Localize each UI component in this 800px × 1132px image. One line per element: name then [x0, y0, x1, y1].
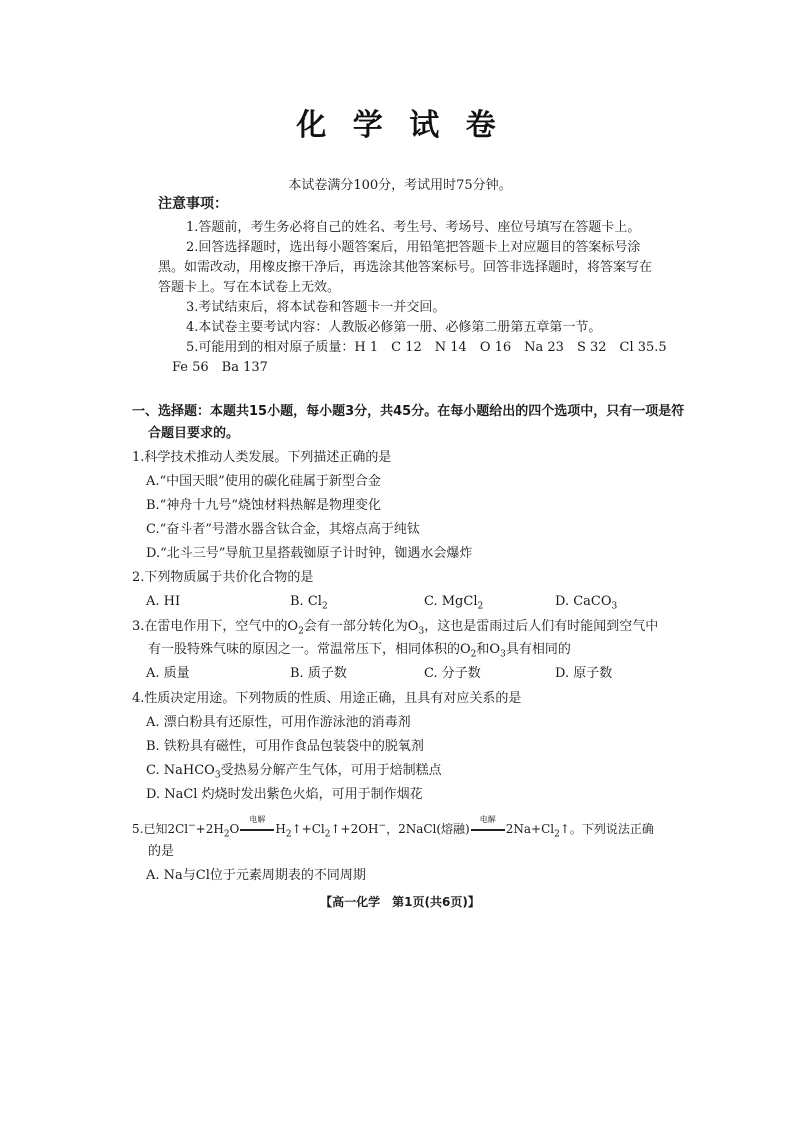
- exam-subtitle: 本试卷满分100分，考试用时75分钟。: [288, 178, 512, 193]
- q3-option-b: B. 质子数: [290, 666, 347, 681]
- q1-option-a: A.“中国天眼”使用的碳化硅属于新型合金: [146, 474, 381, 489]
- q1-option-c: C.“奋斗者”号潜水器含钛合金，其熔点高于纯钛: [146, 522, 420, 537]
- notice-line-7: 5.可能用到的相对原子质量：H 1 C 12 N 14 O 16 Na 23 S 32 Cl 35.5: [186, 340, 667, 355]
- notice-line-3: 黑。如需改动，用橡皮擦干净后，再选涂其他答案标号。回答非选择题时，将答案写在: [158, 260, 653, 275]
- q3-option-d: D. 原子数: [555, 666, 613, 681]
- q4-option-b: B. 铁粉具有磁性，可用作食品包装袋中的脱氧剂: [146, 739, 424, 754]
- notice-heading: 注意事项：: [158, 196, 228, 212]
- page-footer: 【高一化学 第1页(共6页)】: [320, 895, 480, 909]
- q2-option-c: C. MgCl$_2$: [424, 594, 484, 612]
- section-heading-2: 合题目要求的。: [148, 426, 240, 441]
- q2-option-a: A. HI: [146, 594, 181, 609]
- notice-line-4: 答题卡上。写在本试卷上无效。: [158, 280, 341, 295]
- notice-line-6: 4.本试卷主要考试内容：人教版必修第一册、必修第二册第五章第一节。: [186, 320, 602, 335]
- notice-line-5: 3.考试结束后，将本试卷和答题卡一并交回。: [186, 300, 446, 315]
- q4-option-c: C. NaHCO$_3$受热易分解产生气体，可用于焙制糕点: [146, 763, 442, 781]
- section-heading-1: 一、选择题：本题共15小题，每小题3分，共45分。在每小题给出的四个选项中，只有一项是符: [132, 404, 685, 419]
- q4-option-d: D. NaCl 灼烧时发出紫色火焰，可用于制作烟花: [146, 787, 423, 802]
- q3-option-c: C. 分子数: [424, 666, 481, 681]
- notice-line-2: 2.回答选择题时，选出每小题答案后，用铅笔把答题卡上对应题目的答案标号涂: [186, 240, 641, 255]
- q4-stem: 4.性质决定用途。下列物质的性质、用途正确，且具有对应关系的是: [132, 691, 522, 706]
- q3-option-a: A. 质量: [146, 666, 190, 681]
- electrolysis-arrow-2: 电解: [470, 821, 506, 838]
- electrolysis-arrow-1: 电解: [239, 821, 275, 838]
- q1-stem: 1.科学技术推动人类发展。下列描述正确的是: [132, 450, 392, 465]
- notice-line-8: Fe 56 Ba 137: [172, 360, 268, 375]
- q5-option-a: A. Na与Cl位于元素周期表的不同周期: [146, 868, 366, 883]
- q1-option-b: B.“神舟十九号”烧蚀材料热解是物理变化: [146, 498, 381, 513]
- q2-option-d: D. CaCO$_3$: [555, 594, 618, 612]
- exam-title: 化 学 试 卷: [296, 108, 504, 143]
- q3-stem-line-2: 有一股特殊气味的原因之一。常温常压下，相同体积的$O_2$和$O_3$具有相同的: [148, 642, 571, 660]
- q4-option-a: A. 漂白粉具有还原性，可用作游泳池的消毒剂: [146, 715, 411, 730]
- q5-stem-line-1: 5.已知$2Cl^-+2H_2O$ 电解 $H_2↑+Cl_2↑+2OH^-$，2NaCl(熔融) 电解 $2Na+Cl_2↑$。下列说法正确: [132, 815, 654, 840]
- q5-stem-line-2: 的是: [148, 844, 175, 859]
- q1-option-d: D.“北斗三号”导航卫星搭载铷原子计时钟，铷遇水会爆炸: [146, 546, 473, 561]
- notice-line-1: 1.答题前，考生务必将自己的姓名、考生号、考场号、座位号填写在答题卡上。: [186, 220, 641, 235]
- q3-stem-line-1: 3.在雷电作用下，空气中的$O_2$会有一部分转化为$O_3$，这也是雷雨过后人们有时能闻到空气中: [132, 619, 659, 637]
- q2-stem: 2.下列物质属于共价化合物的是: [132, 570, 314, 585]
- q2-option-b: B. $Cl_2$: [290, 594, 328, 612]
